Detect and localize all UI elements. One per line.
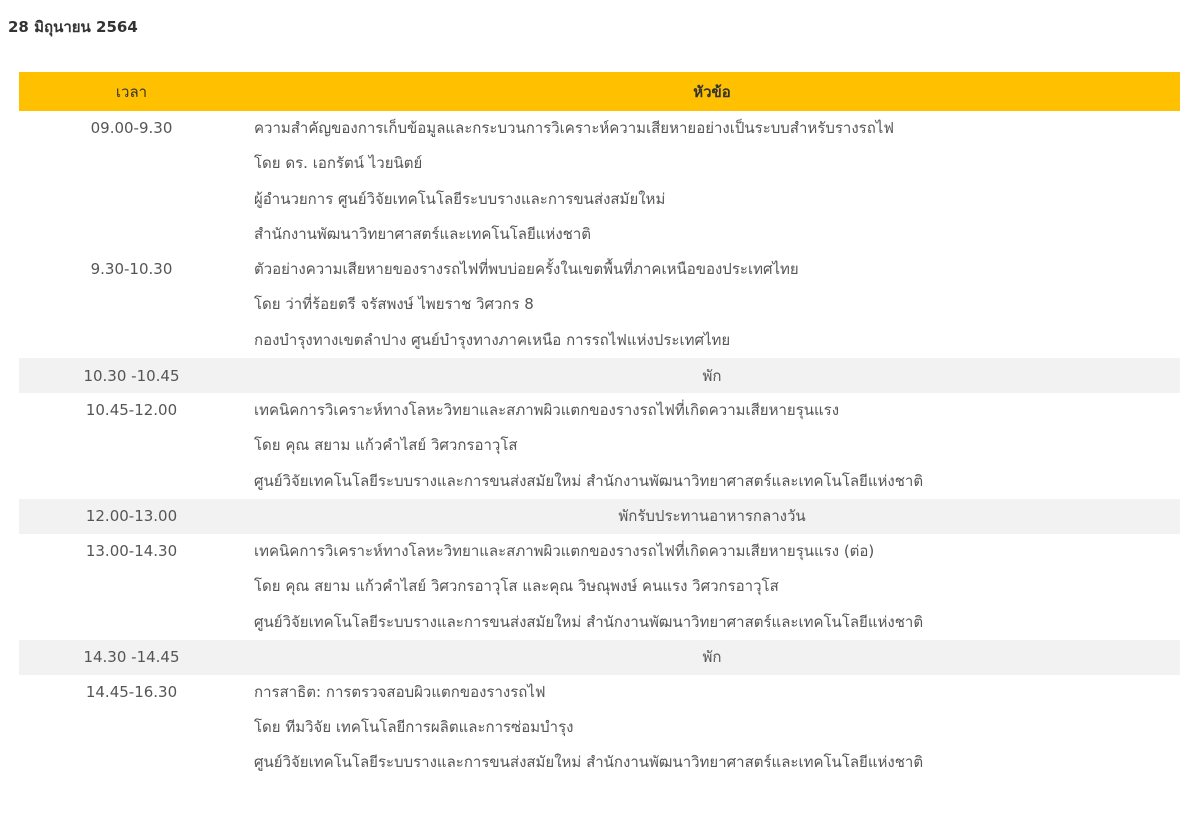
break-row — [19, 358, 1180, 393]
session-detail-line: โดย ทีมวิจัย เทคโนโลยีการผลิตและการซ่อมบำรุง — [254, 718, 574, 737]
session-topic-cell — [244, 252, 1180, 358]
session-time: 13.00-14.30 — [85, 541, 178, 560]
break-time: 14.30 -14.45 — [19, 640, 244, 675]
column-header-topic: หัวข้อ — [244, 72, 1180, 111]
session-detail-line: โดย คุณ สยาม แก้วคำไสย์ วิศวกรอาวุโส และคุณ วิษณุพงษ์ คนแรง วิศวกรอาวุโส — [254, 577, 779, 596]
session-title: การสาธิต: การตรวจสอบผิวแตกของรางรถไฟ — [254, 682, 546, 701]
break-label: พัก — [244, 358, 1180, 393]
break-time: 10.30 -10.45 — [19, 358, 244, 393]
session-detail-line: โดย คุณ สยาม แก้วคำไสย์ วิศวกรอาวุโส — [254, 436, 518, 455]
break-label: พัก — [244, 640, 1180, 675]
session-detail-line: ผู้อำนวยการ ศูนย์วิจัยเทคโนโลยีระบบรางและการขนส่งสมัยใหม่ — [254, 189, 666, 208]
session-row — [19, 111, 1180, 252]
session-topic-cell — [244, 675, 1180, 781]
session-row — [19, 675, 1180, 781]
session-title: ตัวอย่างความเสียหายของรางรถไฟที่พบบ่อยครั้งในเขตพื้นที่ภาคเหนือของประเทศไทย — [254, 260, 799, 279]
session-detail-line: ศูนย์วิจัยเทคโนโลยีระบบรางและการขนส่งสมัยใหม่ สำนักงานพัฒนาวิทยาศาสตร์และเทคโนโลยีแห่งชาติ — [254, 471, 924, 490]
break-label: พักรับประทานอาหารกลางวัน — [244, 499, 1180, 534]
session-detail-line: ศูนย์วิจัยเทคโนโลยีระบบรางและการขนส่งสมัยใหม่ สำนักงานพัฒนาวิทยาศาสตร์และเทคโนโลยีแห่งชาติ — [254, 753, 924, 772]
session-time: 9.30-10.30 — [90, 260, 173, 279]
column-header-time: เวลา — [19, 72, 244, 111]
session-detail-line: โดย ดร. เอกรัตน์ ไวยนิตย์ — [254, 154, 423, 173]
break-row — [19, 499, 1180, 534]
session-topic-cell — [244, 534, 1180, 640]
session-row — [19, 393, 1180, 499]
schedule-date: 28 มิถุนายน 2564 — [8, 18, 138, 36]
session-time: 10.45-12.00 — [85, 401, 178, 420]
session-row — [19, 534, 1180, 640]
session-detail-line: โดย ว่าที่ร้อยตรี จรัสพงษ์ ไพยราช วิศวกร 8 — [254, 295, 534, 314]
schedule-body — [19, 111, 1180, 781]
session-topic-cell — [244, 393, 1180, 499]
session-title: เทคนิคการวิเคราะห์ทางโลหะวิทยาและสภาพผิวแตกของรางรถไฟที่เกิดความเสียหายรุนแรง — [254, 401, 840, 420]
session-detail-line: ศูนย์วิจัยเทคโนโลยีระบบรางและการขนส่งสมัยใหม่ สำนักงานพัฒนาวิทยาศาสตร์และเทคโนโลยีแห่งชาติ — [254, 612, 924, 631]
schedule-table — [19, 72, 1180, 781]
session-title: ความสำคัญของการเก็บข้อมูลและกระบวนการวิเคราะห์ความเสียหายอย่างเป็นระบบสำหรับรางรถไฟ — [254, 119, 894, 137]
session-time-cell — [19, 393, 244, 499]
session-time-cell — [19, 111, 244, 252]
session-detail-line: กองบำรุงทางเขตลำปาง ศูนย์บำรุงทางภาคเหนือ การรถไฟแห่งประเทศไทย — [254, 330, 731, 349]
break-row — [19, 640, 1180, 675]
table-header-row — [19, 72, 1180, 111]
session-topic-cell — [244, 111, 1180, 252]
session-row — [19, 252, 1180, 358]
session-time-cell — [19, 534, 244, 640]
session-time: 09.00-9.30 — [90, 119, 173, 137]
session-time-cell — [19, 675, 244, 781]
session-title: เทคนิคการวิเคราะห์ทางโลหะวิทยาและสภาพผิวแตกของรางรถไฟที่เกิดความเสียหายรุนแรง (ต่อ) — [254, 541, 875, 560]
session-detail-line: สำนักงานพัฒนาวิทยาศาสตร์และเทคโนโลยีแห่งชาติ — [254, 224, 591, 243]
break-time: 12.00-13.00 — [19, 499, 244, 534]
session-time-cell — [19, 252, 244, 358]
session-time: 14.45-16.30 — [85, 682, 178, 701]
